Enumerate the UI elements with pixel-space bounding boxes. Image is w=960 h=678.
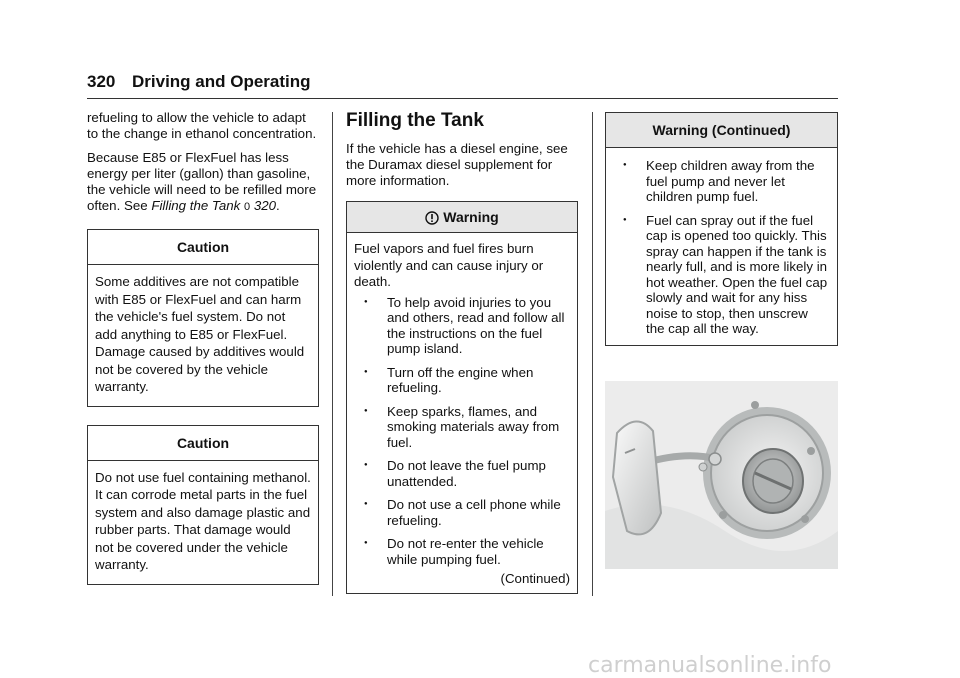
list-item [354,458,570,489]
warning-bullet-list [354,295,570,568]
page-number: 320 [87,72,116,91]
warning-body [347,233,577,593]
page-ref-number[interactable]: 320 [253,198,276,213]
warning-title: Warning [443,209,499,225]
bullet-icon: ● [623,216,627,223]
caution-body [88,265,318,406]
list-item-text: Turn off the engine when refueling. [387,364,534,395]
section-heading: Filling the Tank [346,110,484,131]
column-divider [592,112,593,596]
bullet-icon: ● [364,368,368,375]
column-1 [87,110,319,585]
list-item [613,158,830,205]
list-item [613,213,830,337]
column-divider [332,112,333,596]
bullet-icon: ● [364,462,368,468]
caution-title: Caution [88,426,318,461]
paragraph-text: Because E85 or FlexFuel has less energy per liter (gallon) than gasoline, the vehicle will need to be refilled more often. See [87,150,317,213]
list-item-text: Keep sparks, flames, and smoking materials away from fuel. [387,403,560,450]
list-item-text: Do not use a cell phone while refueling. [387,497,561,528]
paragraph: If the vehicle has a diesel engine, see the Duramax diesel supplement for more information. [346,141,568,188]
continued-label: (Continued) [500,571,570,586]
column-2 [346,110,578,594]
bullet-icon: ● [364,501,368,507]
list-item [354,365,570,396]
list-item [354,295,570,357]
header-rule [87,98,838,99]
caution-box [87,229,319,407]
page-ref-symbol: 0 [243,201,251,213]
warning-body [606,148,837,345]
list-item-text: Do not leave the fuel pump unattended. [387,458,546,489]
list-item-text: Keep children away from the fuel pump and never let children pump fuel. [646,158,815,204]
warning-box [346,201,578,594]
page-header [87,72,838,96]
warning-continued-title: Warning (Continued) [606,113,837,148]
bullet-icon: ● [364,407,368,414]
warning-bullet-list [613,158,830,337]
fuel-door-photo [605,381,838,569]
period: . [276,198,280,213]
bullet-icon: ● [364,298,368,305]
caution-title: Caution [88,230,318,265]
cross-reference-link[interactable]: Filling the Tank [151,198,241,213]
fuel-door-illustration [605,381,838,569]
section-title: Driving and Operating [132,72,311,91]
warning-header [347,202,577,233]
warning-intro: Fuel vapors and fuel fires burn violently and can cause injury or death. [354,241,544,289]
warning-icon [425,211,439,225]
list-item [354,536,570,567]
list-item [354,497,570,528]
caution-text: Do not use fuel containing methanol. It can corrode metal parts in the fuel system and also damage plastic and rubber parts. That damage would not be covered under the vehicle warranty. [95,469,311,572]
bullet-icon: ● [364,540,368,546]
list-item-text: To help avoid injuries to you and others, read and follow all the instructions on the fuel pump island. [387,294,565,356]
caution-box [87,425,319,585]
bullet-icon: ● [623,162,627,168]
list-item-text: Do not re-enter the vehicle while pumping fuel. [387,536,544,567]
paragraph: refueling to allow the vehicle to adapt to the change in ethanol concentration. [87,110,317,141]
paragraph [87,150,319,215]
caution-body [88,461,318,584]
column-3 [605,112,838,346]
caution-text: Some additives are not compatible with E85 or FlexFuel and can harm the vehicle's fuel system. Do not add anything to E85 or FlexFuel. Damage caused by additives would not be covered by the vehicle warranty. [95,274,305,394]
watermark: carmanualsonline.info [588,653,832,678]
list-item [354,404,570,451]
warning-continued-box [605,112,838,346]
list-item-text: Fuel can spray out if the fuel cap is opened too quickly. This spray can happen if the tank is nearly full, and is more likely in hot weather. Open the fuel cap slowly and wait for any hiss noise to stop, then unscrew the cap all the way. [646,212,828,336]
